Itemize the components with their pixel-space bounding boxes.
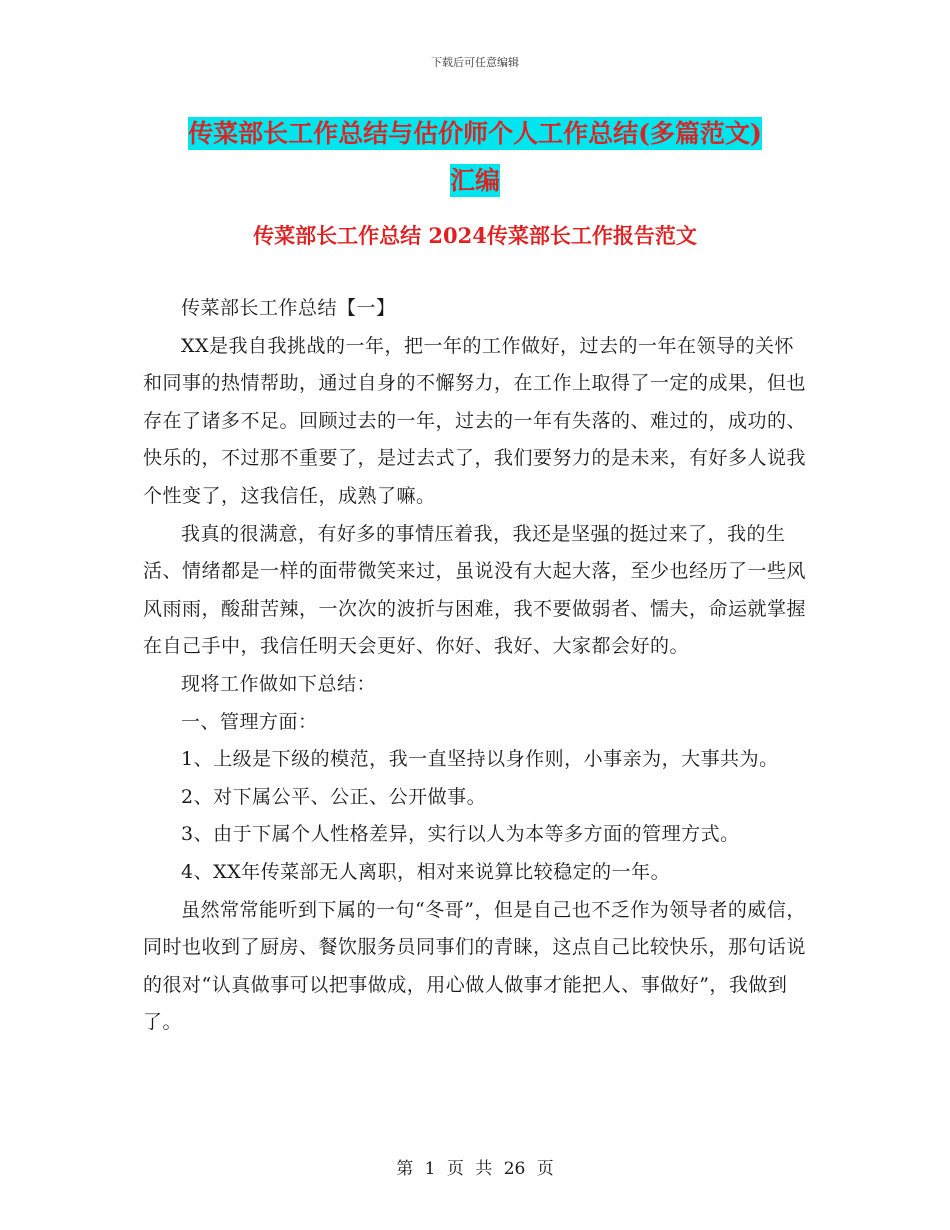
paragraph: 现将工作做如下总结： [181, 672, 377, 695]
page-footer: 第 1 页 共 26 页 [396, 1159, 554, 1179]
paragraph: 一、管理方面： [181, 710, 318, 733]
section-title: 传菜部长工作总结 2024传菜部长工作报告范文 [253, 223, 697, 248]
paragraph: 2、对下属公平、公正、公开做事。 [181, 785, 487, 808]
document-body [143, 290, 808, 1042]
paragraph: 我真的很满意，有好多的事情压着我，我还是坚强的挺过来了，我的生活、情绪都是一样的面带微笑来过，虽说没有大起大落，至少也经历了一些风风雨雨，酸甜苦辣，一次次的波折与困难，我不要做弱者、懦夫，命运就掌握在自己手中，我信任明天会更好、你好、我好、大家都会好的。 [143, 522, 807, 658]
paragraph-heading: 传菜部长工作总结【一】 [181, 297, 396, 319]
paragraph: 虽然常常能听到下属的一句“冬哥”，但是自己也不乏作为领导者的威信，同时也收到了厨房、餐饮服务员同事们的青睐，这点自己比较快乐，那句话说的很对“认真做事可以把事做成，用心做人做事才能把人、事做好”，我做到了。 [143, 898, 807, 1034]
paragraph: 3、由于下属个人性格差异，实行以人为本等多方面的管理方式。 [181, 823, 740, 846]
paragraph: XX是我自我挑战的一年，把一年的工作做好，过去的一年在领导的关怀和同事的热情帮助，通过自身的不懈努力，在工作上取得了一定的成果，但也存在了诸多不足。回顾过去的一年，过去的一年有失落的、难过的，成功的、快乐的，不过那不重要了，是过去式了，我们要努力的是未来，有好多人说我个性变了，这我信任，成熟了嘛。 [143, 334, 807, 507]
document-title [140, 110, 810, 204]
paragraph: 4、XX年传菜部无人离职，相对来说算比较稳定的一年。 [181, 860, 671, 883]
title-line-2: 汇编 [449, 166, 500, 195]
title-line-1: 传菜部长工作总结与估价师个人工作总结(多篇范文) [188, 119, 762, 148]
header-note: 下载后可任意编辑 [431, 56, 519, 69]
paragraph: 1、上级是下级的模范，我一直坚持以身作则，小事亲为，大事共为。 [181, 748, 779, 771]
